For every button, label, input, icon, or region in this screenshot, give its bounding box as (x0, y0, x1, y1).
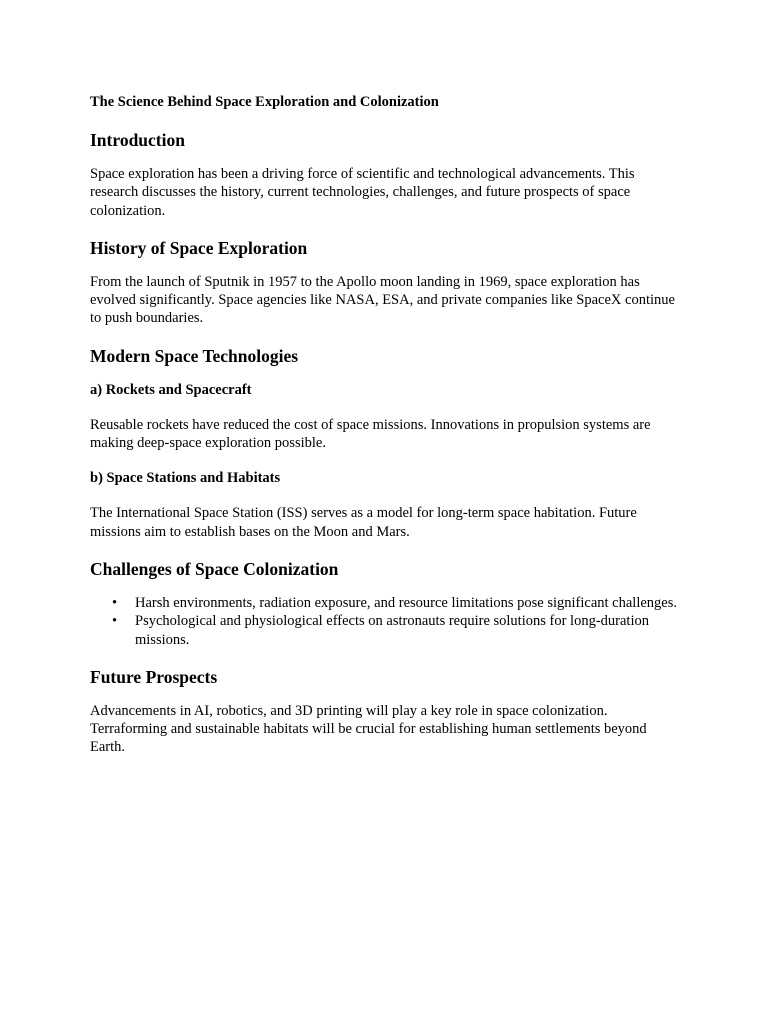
subsection-heading-space-stations: b) Space Stations and Habitats (90, 470, 281, 487)
list-item (90, 594, 682, 612)
document-page (90, 93, 682, 774)
list-item-text: Psychological and physiological effects on astronauts require solutions for long-duration missions. (135, 613, 649, 648)
section-heading-history: History of Space Exploration (90, 237, 308, 258)
list-item (90, 612, 682, 649)
section-heading-introduction: Introduction (90, 130, 185, 150)
paragraph-introduction: Space exploration has been a driving force of scientific and technological advancements. This research discusses the history, current technologies, challenges, and future prospects of space colonization. (90, 166, 635, 219)
subsection-heading-rockets: a) Rockets and Spacecraft (90, 381, 252, 398)
section-heading-future-prospects: Future Prospects (90, 666, 218, 687)
paragraph-space-stations: The International Space Station (ISS) serves as a model for long-term space habitation. Future missions aim to establish bases on the Moon and Mars. (90, 505, 637, 540)
section-heading-challenges: Challenges of Space Colonization (90, 558, 339, 579)
section-heading-modern-technologies: Modern Space Technologies (90, 345, 299, 366)
paragraph-rockets: Reusable rockets have reduced the cost of space missions. Innovations in propulsion systems are making deep-space exploration possible. (90, 416, 651, 452)
paragraph-future-prospects: Advancements in AI, robotics, and 3D printing will play a key role in space colonization. Terraforming and sustainable habitats will be crucial for establishing human settlements beyond Earth. (90, 702, 647, 756)
challenges-list (90, 594, 682, 649)
paragraph-history: From the launch of Sputnik in 1957 to the Apollo moon landing in 1969, space exploration has evolved significantly. Space agencies like NASA, ESA, and private companies like SpaceX continue to push boundaries. (90, 273, 675, 327)
bullet-icon: • (112, 594, 118, 611)
document-title: The Science Behind Space Exploration and Colonization (90, 94, 439, 110)
bullet-icon: • (112, 613, 118, 630)
list-item-text: Harsh environments, radiation exposure, and resource limitations pose significant challenges. (135, 594, 677, 611)
